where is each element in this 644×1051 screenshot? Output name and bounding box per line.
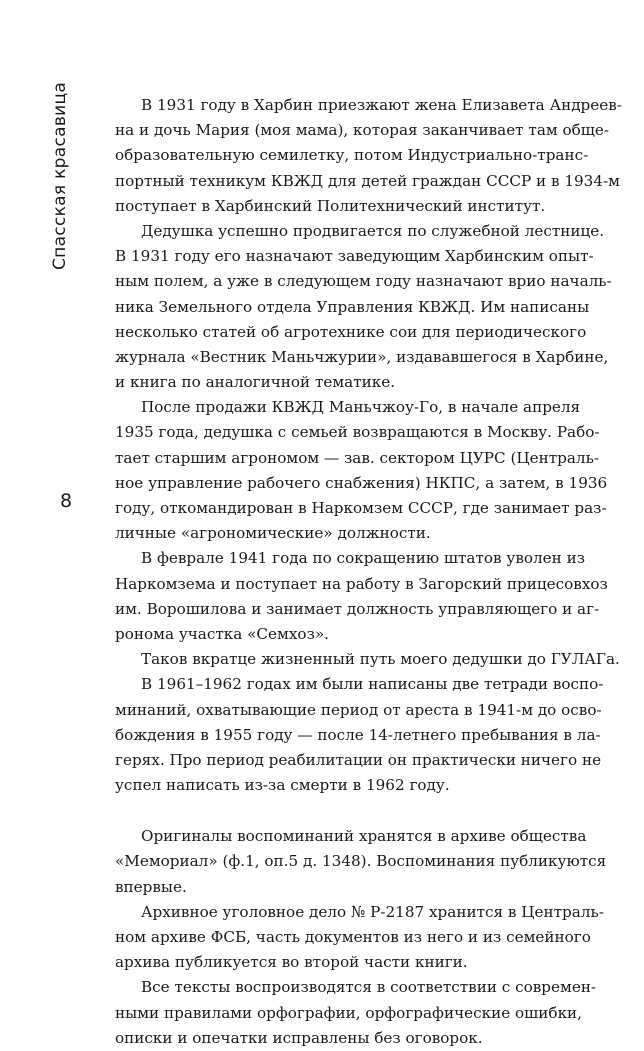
text-line: поступает в Харбинский Политехнический институт. [115, 196, 546, 215]
text-line: ными правилами орфографии, орфографические ошибки, [115, 1003, 583, 1022]
text-line: Дедушка успешно продвигается по служебной лестнице. [141, 221, 605, 240]
text-line: После продажи КВЖД Маньчжоу-Го, в начале апреля [141, 398, 581, 417]
text-line: минаний, охватывающие период от ареста в 1941-м до осво- [115, 700, 602, 719]
paragraph-return-to-moscow [115, 395, 608, 546]
note-orthography [115, 975, 597, 1051]
text-line: бождения в 1955 году — после 14-летнего пребывания в ла- [115, 725, 601, 744]
text-line: Таков вкратце жизненный путь моего дедушки до ГУЛАГа. [141, 650, 620, 669]
text-line: Наркомзема и поступает на работу в Загорский прицесовхоз [115, 574, 608, 593]
running-head: Спасская красавица [50, 81, 70, 270]
text-line: году, откомандирован в Наркомзем СССР, где занимает раз- [115, 499, 607, 517]
text-line: описки и опечатки исправлены без оговорок. [115, 1028, 483, 1047]
text-line: В 1961–1962 годах им были написаны две тетради воспо- [141, 675, 604, 694]
text-line: на и дочь Мария (моя мама), которая заканчивает там обще- [115, 121, 610, 140]
body-text [115, 93, 622, 1051]
text-line: «Мемориал» (ф.1, оп.5 д. 1348). Воспоминания публикуются [115, 852, 607, 871]
text-line: герях. Про период реабилитации он практически ничего не [115, 750, 602, 769]
text-line: архива публикуется во второй части книги. [115, 953, 468, 972]
text-line: Все тексты воспроизводятся в соответствии с современ- [141, 978, 597, 997]
note-archive-case [115, 900, 604, 976]
text-line: им. Ворошилова и занимает должность управляющего и аг- [115, 599, 600, 618]
text-line: журнала «Вестник Маньчжурии», издававшегося в Харбине, [115, 347, 609, 366]
text-line: ронома участка «Семхоз». [115, 624, 329, 643]
text-line: В 1931 году его назначают заведующим Харбинским опыт- [115, 247, 594, 266]
text-line: В феврале 1941 года по сокращению штатов уволен из [141, 549, 586, 568]
text-line: ном архиве ФСБ, часть документов из него и из семейного [115, 928, 591, 946]
text-line: тает старшим агрономом — зав. сектором ЦУРС (Централь- [115, 448, 599, 467]
text-line: В 1931 году в Харбин приезжают жена Елизавета Андреев- [141, 96, 622, 114]
text-line: успел написать из-за смерти в 1962 году. [115, 776, 450, 795]
text-line: 1935 года, дедушка с семьей возвращаются в Москву. Рабо- [115, 423, 600, 442]
page-number: 8 [60, 490, 73, 512]
paragraph-1941 [115, 546, 608, 647]
text-line: ника Земельного отдела Управления КВЖД. Им написаны [115, 297, 590, 316]
paragraph-career [115, 219, 612, 395]
paragraph-memoirs [115, 672, 604, 798]
text-line: и книга по аналогичной тематике. [115, 373, 396, 392]
text-line: Архивное уголовное дело № Р-2187 хранится в Централь- [141, 902, 604, 921]
text-line: ное управление рабочего снабжения) НКПС, а затем, в 1936 [115, 473, 608, 492]
paragraph-summary [115, 647, 620, 672]
paragraph-harbin-arrival [115, 93, 622, 219]
text-line: впервые. [115, 877, 187, 896]
text-line: личные «агрономические» должности. [115, 524, 431, 543]
text-line: образовательную семилетку, потом Индустриально-транс- [115, 146, 589, 165]
section-gap [115, 798, 577, 824]
note-originals [115, 824, 607, 900]
text-line: Оригиналы воспоминаний хранятся в архиве общества [141, 827, 587, 846]
text-line: ным полем, а уже в следующем году назначают врио началь- [115, 272, 612, 291]
text-line: портный техникум КВЖД для детей граждан СССР и в 1934-м [115, 171, 620, 190]
text-line: несколько статей об агротехнике сои для периодического [115, 322, 587, 341]
